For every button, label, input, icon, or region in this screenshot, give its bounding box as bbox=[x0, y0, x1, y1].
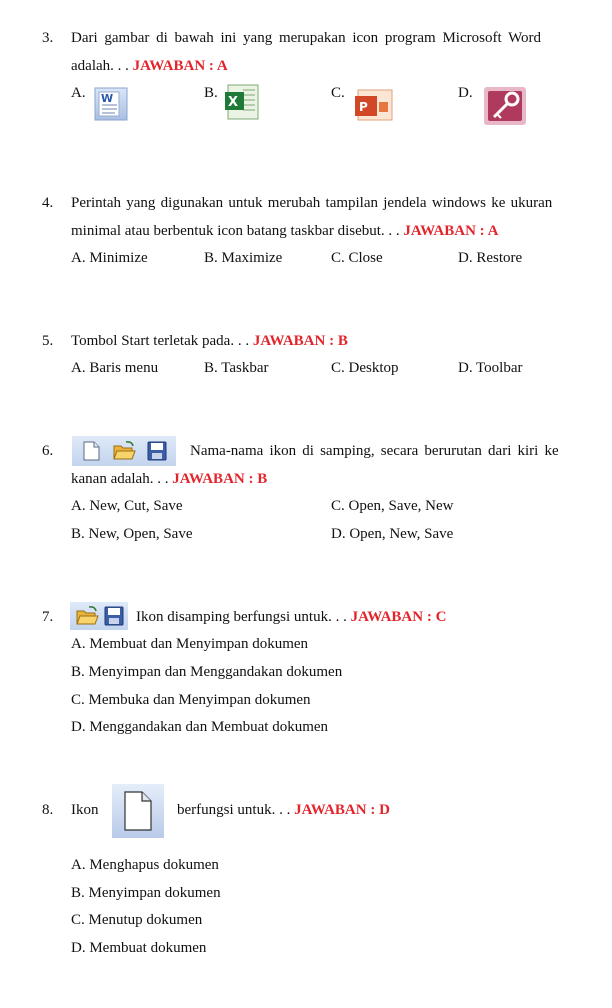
save-floppy-icon bbox=[146, 440, 168, 462]
question-number: 8. bbox=[42, 802, 54, 818]
question-text: Tombol Start terletak pada. . . bbox=[71, 333, 250, 349]
question-number: 4. bbox=[42, 195, 54, 211]
question-number: 5. bbox=[42, 333, 54, 349]
option-a: A. Baris menu bbox=[71, 360, 159, 376]
excel-icon bbox=[222, 82, 262, 122]
question-text-line1 bbox=[71, 30, 583, 47]
option-a: A. Minimize bbox=[71, 250, 148, 266]
open-folder-icon bbox=[75, 605, 99, 627]
question-text: Dari gambar di bawah ini yang merupakan icon program Microsoft Word bbox=[71, 30, 542, 46]
question-text-line2 bbox=[71, 471, 267, 488]
question-text-line2 bbox=[71, 223, 498, 240]
option-a: A. Membuat dan Menyimpan dokumen bbox=[71, 636, 309, 652]
option-d: D. Membuat dokumen bbox=[71, 940, 207, 956]
question-number: 7. bbox=[42, 609, 54, 625]
answer-key: JAWABAN : C bbox=[350, 609, 447, 625]
option-a: A. New, Cut, Save bbox=[71, 498, 183, 514]
new-document-icon bbox=[80, 440, 102, 462]
svg-text:P: P bbox=[359, 100, 368, 114]
question-text-line bbox=[71, 333, 348, 350]
option-d: D. Toolbar bbox=[458, 360, 523, 376]
question-text-line bbox=[136, 609, 446, 626]
new-document-icon bbox=[122, 790, 154, 832]
option-d: D. Open, New, Save bbox=[331, 526, 454, 542]
icon-frame bbox=[112, 784, 164, 838]
option-c: C. Membuka dan Menyimpan dokumen bbox=[71, 692, 311, 708]
question-text: Ikon disamping berfungsi untuk. . . bbox=[136, 609, 347, 625]
option-a: A. Menghapus dokumen bbox=[71, 857, 219, 873]
word-icon bbox=[91, 85, 131, 123]
option-c-label: C. bbox=[331, 85, 345, 101]
answer-key: JAWABAN : B bbox=[252, 333, 348, 349]
question-text: minimal atau berbentuk icon batang taskbar disebut. . . bbox=[71, 223, 400, 239]
svg-text:X: X bbox=[228, 95, 239, 110]
option-b: B. Taskbar bbox=[204, 360, 269, 376]
save-floppy-icon bbox=[103, 605, 125, 627]
option-b-label: B. bbox=[204, 85, 218, 101]
open-folder-icon bbox=[112, 440, 136, 462]
option-b: B. Menyimpan dan Menggandakan dokumen bbox=[71, 664, 343, 680]
answer-key: JAWABAN : D bbox=[294, 802, 390, 818]
toolbar-strip bbox=[70, 602, 128, 630]
question-text: Perintah yang digunakan untuk merubah tampilan jendela windows ke ukuran bbox=[71, 195, 553, 211]
question-number: 3. bbox=[42, 30, 54, 46]
option-c: C. Menutup dokumen bbox=[71, 912, 203, 928]
option-a-label: A. bbox=[71, 85, 86, 101]
question-text-line bbox=[177, 802, 390, 819]
option-b: B. Maximize bbox=[204, 250, 283, 266]
option-d: D. Menggandakan dan Membuat dokumen bbox=[71, 719, 329, 735]
question-text-prefix: Ikon bbox=[71, 802, 99, 818]
question-text: berfungsi untuk. . . bbox=[177, 802, 291, 818]
option-d-label: D. bbox=[458, 85, 473, 101]
answer-key: JAWABAN : B bbox=[172, 471, 268, 487]
toolbar-strip bbox=[72, 436, 176, 466]
svg-text:W: W bbox=[101, 92, 114, 105]
question-text-line2 bbox=[71, 58, 228, 75]
question-text: adalah. . . bbox=[71, 58, 129, 74]
powerpoint-icon bbox=[352, 84, 396, 124]
option-c: C. Open, Save, New bbox=[331, 498, 454, 514]
option-c: C. Close bbox=[331, 250, 383, 266]
answer-key: JAWABAN : A bbox=[132, 58, 228, 74]
option-b: B. New, Open, Save bbox=[71, 526, 193, 542]
option-d: D. Restore bbox=[458, 250, 523, 266]
option-c: C. Desktop bbox=[331, 360, 399, 376]
answer-key: JAWABAN : A bbox=[403, 223, 499, 239]
option-b: B. Menyimpan dokumen bbox=[71, 885, 221, 901]
access-icon bbox=[482, 83, 528, 127]
question-number: 6. bbox=[42, 443, 54, 459]
question-text: Nama-nama ikon di samping, secara berurutan dari kiri ke bbox=[190, 443, 559, 459]
question-text: kanan adalah. . . bbox=[71, 471, 169, 487]
